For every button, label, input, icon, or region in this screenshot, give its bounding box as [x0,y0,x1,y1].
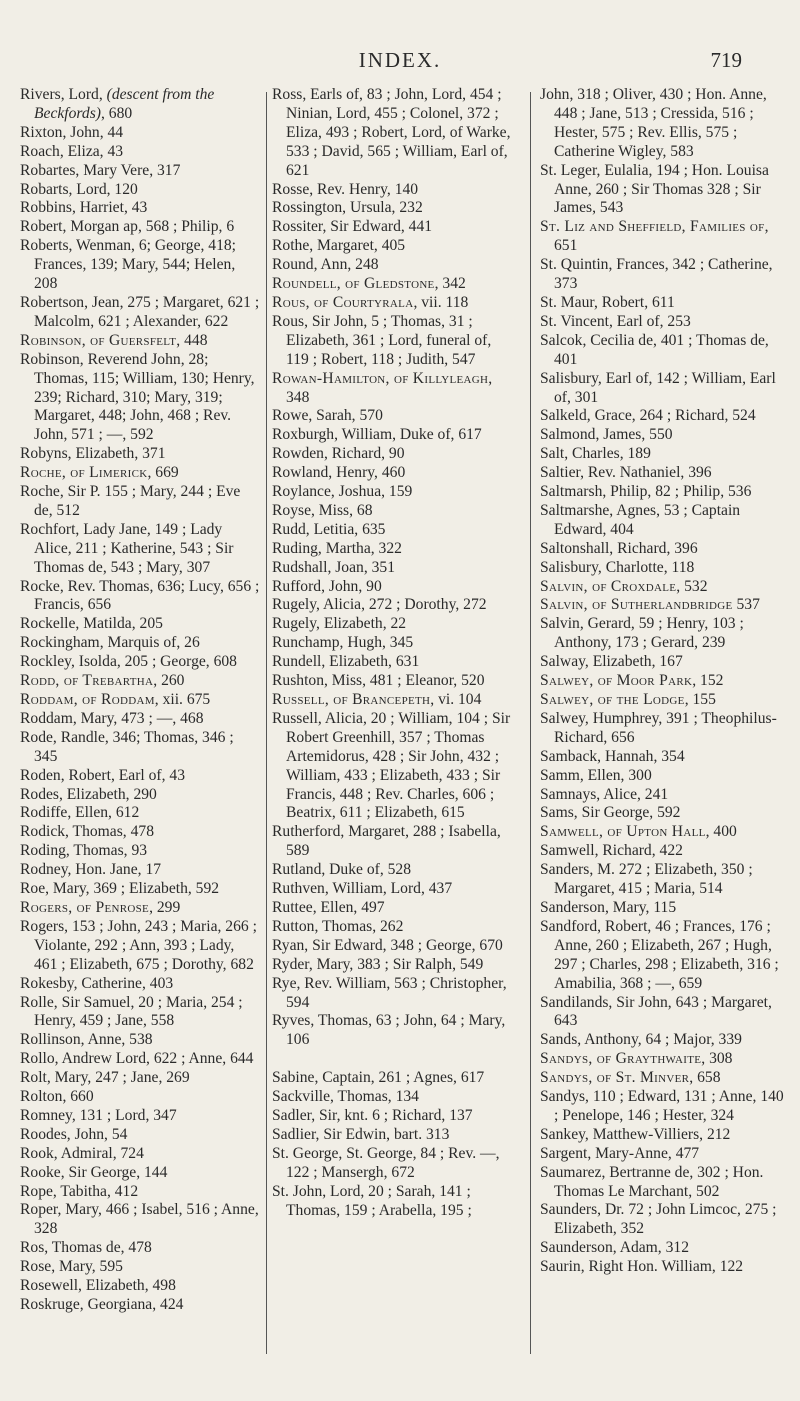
index-entry: Rutton, Thomas, 262 [272,917,404,935]
index-entry: Rudshall, Joan, 351 [272,558,396,576]
index-entry: Rockley, Isolda, 205 ; George, 608 [20,653,237,671]
index-entry: Russell, of Brancepeth, vi. 104 [272,691,482,708]
index-entry: Salisbury, Earl of, 142 ; William, Earl of, 301 [540,369,776,406]
index-entry: Rollinson, Anne, 538 [20,1031,153,1049]
index-entry: Romney, 131 ; Lord, 347 [20,1106,177,1124]
index-entry: Robinson, of Guersfelt, 448 [20,331,208,349]
index-entry: Rogers, 153 ; John, 243 ; Maria, 266 ; Violante, 292 ; Ann, 393 ; Lady, 461 ; Elizabeth, 675 ; Dorothy, 682 [20,917,257,973]
index-entry: Russell, Alicia, 20 ; William, 104 ; Sir Robert Greenhill, 357 ; Thomas Artemidorus, 428 ; Sir John, 432 ; William, 433 ; Elizabeth, 433 ; Sir Francis, 448 ; Rev. Charles, 606 ; Beatrix, 611 ; Elizabeth, 615 [272,709,511,822]
index-column-3 [540,86,788,1277]
index-entry: Ryder, Mary, 383 ; Sir Ralph, 549 [272,955,484,973]
index-entry: Rowe, Sarah, 570 [272,407,383,425]
index-entry: Rodd, of Trebartha, 260 [20,672,185,690]
index-entry: Rugely, Alicia, 272 ; Dorothy, 272 [272,596,487,614]
index-entry: Sadler, Sir, knt. 6 ; Richard, 137 [272,1107,473,1125]
index-entry: Roach, Eliza, 43 [20,142,124,160]
index-entry: Ros, Thomas de, 478 [20,1239,152,1257]
index-entry: Robarts, Lord, 120 [20,180,138,198]
index-entry: Rosse, Rev. Henry, 140 [272,180,419,198]
index-entry: Salwey, of the Lodge, 155 [540,691,716,708]
index-entry: Rolton, 660 [20,1088,94,1106]
index-entry: Saltmarsh, Philip, 82 ; Philip, 536 [540,483,752,501]
index-entry: Sabine, Captain, 261 ; Agnes, 617 [272,1069,485,1087]
index-column-2 [272,86,512,1220]
index-entry: St. John, Lord, 20 ; Sarah, 141 ; Thomas, 159 ; Arabella, 195 ; [272,1182,472,1219]
index-entry: Roche, of Limerick, 669 [20,464,179,482]
index-entry: Round, Ann, 248 [272,256,379,274]
index-entry: Saumarez, Bertranne de, 302 ; Hon. Thomas Le Marchant, 502 [540,1163,764,1200]
index-entry: Robertson, Jean, 275 ; Margaret, 621 ; Malcolm, 621 ; Alexander, 622 [20,293,260,330]
index-entry: Rudd, Letitia, 635 [272,520,386,538]
index-entry: Rolt, Mary, 247 ; Jane, 269 [20,1069,190,1087]
index-entry: Salvin, of Sutherlandbridge 537 [540,596,760,614]
index-entry: Rochfort, Lady Jane, 149 ; Lady Alice, 211 ; Katherine, 543 ; Sir Thomas de, 543 ; Mary, 307 [20,520,234,576]
index-entry: Rollo, Andrew Lord, 622 ; Anne, 644 [20,1050,254,1068]
index-entry: Saltonshall, Richard, 396 [540,539,698,557]
index-entry: Rowland, Henry, 460 [272,464,406,482]
index-entry: Rixton, John, 44 [20,123,124,141]
index-entry: Roberts, Wenman, 6; George, 418; Frances, 139; Mary, 544; Helen, 208 [20,237,237,293]
index-entry: St. Maur, Robert, 611 [540,293,675,311]
index-entry: Ruthven, William, Lord, 437 [272,880,453,898]
page-number: 719 [710,48,742,72]
index-entry: Saltier, Rev. Nathaniel, 396 [540,464,712,482]
index-entry: Roundell, of Gledstone, 342 [272,275,466,293]
index-entry: Rose, Mary, 595 [20,1258,123,1276]
index-entry: Rutherford, Margaret, 288 ; Isabella, 589 [272,823,501,860]
index-entry: Roskruge, Georgiana, 424 [20,1296,184,1313]
index-entry: Samwell, of Upton Hall, 400 [540,823,737,841]
index-entry: Rolle, Sir Samuel, 20 ; Maria, 254 ; Henry, 459 ; Jane, 558 [20,993,243,1030]
index-entry: Rokesby, Catherine, 403 [20,974,174,992]
index-entry: Rosewell, Elizabeth, 498 [20,1277,176,1295]
page-title: INDEX. [358,48,442,72]
index-entry: Rugely, Elizabeth, 22 [272,615,407,633]
index-entry: St. Quintin, Frances, 342 ; Catherine, 373 [540,256,773,293]
index-entry: Samnays, Alice, 241 [540,785,669,803]
index-entry: Sackville, Thomas, 134 [272,1088,419,1106]
index-entry: Rushton, Miss, 481 ; Eleanor, 520 [272,672,485,690]
index-entry: Rodick, Thomas, 478 [20,823,154,841]
index-entry: Rocke, Rev. Thomas, 636; Lucy, 656 ; Francis, 656 [20,577,260,614]
index-entry: Salvin, of Croxdale, 532 [540,577,708,595]
index-entry: Rivers, Lord, (descent from the Beckfords), 680 [20,86,215,122]
index-entry: Roddam, of Roddam, xii. 675 [20,691,211,708]
index-entry: Rode, Randle, 346; Thomas, 346 ; 345 [20,728,234,765]
column-rule [266,92,267,1354]
index-entry: Rous, of Courtyrala, vii. 118 [272,293,469,311]
index-entry: Salvin, Gerard, 59 ; Henry, 103 ; Anthony, 173 ; Gerard, 239 [540,615,744,652]
index-entry: Rodney, Hon. Jane, 17 [20,861,162,879]
index-column-1 [20,86,260,1315]
index-entry: Rossiter, Sir Edward, 441 [272,218,433,236]
index-entry: Robyns, Elizabeth, 371 [20,445,166,463]
index-entry: Samm, Ellen, 300 [540,766,652,784]
index-entry: Rous, Sir John, 5 ; Thomas, 31 ; Elizabeth, 361 ; Lord, funeral of, 119 ; Robert, 118 ; Judith, 547 [272,312,492,368]
index-entry: Saunderson, Adam, 312 [540,1239,689,1257]
index-entry: Rowan-Hamilton, of Killyleagh, 348 [272,369,493,406]
index-entry: Robinson, Reverend John, 28; Thomas, 115; William, 130; Henry, 239; Richard, 310; Mary, 319; Margaret, 448; John, 468 ; Rev. John, 571 ; —, 592 [20,350,255,444]
index-entry: John, 318 ; Oliver, 430 ; Hon. Anne, 448 ; Jane, 513 ; Cressida, 516 ; Hester, 575 ; Rev. Ellis, 575 ; Catherine Wigley, 583 [540,86,767,160]
index-entry: Salwey, Humphrey, 391 ; Theophilus-Richard, 656 [540,709,777,746]
index-entry: Sargent, Mary-Anne, 477 [540,1144,700,1162]
index-entry: Sands, Anthony, 64 ; Major, 339 [540,1031,742,1049]
index-entry: Sandilands, Sir John, 643 ; Margaret, 643 [540,993,772,1030]
index-entry: Sandford, Robert, 46 ; Frances, 176 ; Anne, 260 ; Elizabeth, 267 ; Hugh, 297 ; Charles, 298 ; Elizabeth, 316 ; Amabilia, 368 ; —, 659 [540,917,779,992]
index-entry: Salmond, James, 550 [540,426,673,444]
index-entry: Ryan, Sir Edward, 348 ; George, 670 [272,936,503,954]
index-entry: Ryves, Thomas, 63 ; John, 64 ; Mary, 106 [272,1012,506,1049]
index-entry: Sanders, M. 272 ; Elizabeth, 350 ; Margaret, 415 ; Maria, 514 [540,861,753,898]
index-entry: Roe, Mary, 369 ; Elizabeth, 592 [20,880,220,898]
index-entry: Rooke, Sir George, 144 [20,1163,168,1181]
index-entry: Rockelle, Matilda, 205 [20,615,163,633]
index-entry: Rope, Tabitha, 412 [20,1182,139,1200]
index-entry: Sanderson, Mary, 115 [540,898,677,916]
index-entry: Runchamp, Hugh, 345 [272,634,414,652]
index-entry: Rossington, Ursula, 232 [272,199,423,217]
index-entry: Sandys, of St. Minver, 658 [540,1069,721,1087]
index-entry: Ross, Earls of, 83 ; John, Lord, 454 ; Ninian, Lord, 455 ; Colonel, 372 ; Eliza, 493 ; Robert, Lord, of Warke, 533 ; David, 565 ; William, Earl of, 621 [272,86,511,179]
index-entry: St. Leger, Eulalia, 194 ; Hon. Louisa Anne, 260 ; Sir Thomas 328 ; Sir James, 543 [540,161,769,217]
index-entry: Sams, Sir George, 592 [540,804,681,822]
index-entry: Sandys, 110 ; Edward, 131 ; Anne, 140 ; Penelope, 146 ; Hester, 324 [540,1088,784,1124]
index-entry: Roche, Sir P. 155 ; Mary, 244 ; Eve de, 512 [20,483,241,519]
index-entry: Rodes, Elizabeth, 290 [20,785,157,803]
index-entry: St. Liz and Sheffield, Families of, 651 [540,218,769,255]
index-entry: Saunders, Dr. 72 ; John Limcoc, 275 ; Elizabeth, 352 [540,1201,777,1238]
index-entry: Roper, Mary, 466 ; Isabel, 516 ; Anne, 328 [20,1201,259,1238]
index-entry: Salt, Charles, 189 [540,445,651,463]
index-entry: Roxburgh, William, Duke of, 617 [272,426,482,444]
index-entry: Sadlier, Sir Edwin, bart. 313 [272,1125,450,1143]
index-entry: Salwey, of Moor Park, 152 [540,672,724,690]
index-entry: Roden, Robert, Earl of, 43 [20,766,185,784]
index-entry: Rowden, Richard, 90 [272,445,405,463]
index-entry: Salkeld, Grace, 264 ; Richard, 524 [540,407,756,425]
index-entry: Roodes, John, 54 [20,1125,128,1143]
index-entry: Rye, Rev. William, 563 ; Christopher, 594 [272,974,507,1011]
index-entry: Sankey, Matthew-Villiers, 212 [540,1125,731,1143]
index-entry: Royse, Miss, 68 [272,501,373,519]
index-entry: Ruding, Martha, 322 [272,539,402,557]
index-entry: Robbins, Harriet, 43 [20,199,148,217]
index-entry: Rockingham, Marquis of, 26 [20,634,200,652]
index-entry: Rothe, Margaret, 405 [272,237,406,255]
index-entry: St. George, St. George, 84 ; Rev. —, 122 ; Mansergh, 672 [272,1144,500,1181]
index-entry: Saurin, Right Hon. William, 122 [540,1258,744,1276]
index-entry: Salisbury, Charlotte, 118 [540,558,695,576]
index-entry: Rook, Admiral, 724 [20,1144,144,1162]
index-entry: Rufford, John, 90 [272,577,382,595]
index-entry: Roddam, Mary, 473 ; —, 468 [20,709,204,727]
index-entry: Roding, Thomas, 93 [20,842,148,860]
index-entry: Samwell, Richard, 422 [540,842,683,860]
index-entry: Rutland, Duke of, 528 [272,861,412,879]
index-entry: Samback, Hannah, 354 [540,747,685,765]
index-entry: St. Vincent, Earl of, 253 [540,312,691,330]
index-entry: Rogers, of Penrose, 299 [20,898,181,916]
index-entry: Saltmarshe, Agnes, 53 ; Captain Edward, 404 [540,501,741,538]
index-entry: Sandys, of Graythwaite, 308 [540,1050,733,1068]
index-entry: Roylance, Joshua, 159 [272,483,413,501]
index-entry: Robert, Morgan ap, 568 ; Philip, 6 [20,218,235,236]
index-entry: Ruttee, Ellen, 497 [272,898,385,916]
index-entry: Salcok, Cecilia de, 401 ; Thomas de, 401 [540,331,769,368]
index-entry: Rundell, Elizabeth, 631 [272,653,420,671]
running-head [0,48,800,78]
index-entry: Robartes, Mary Vere, 317 [20,161,181,179]
index-entry: Rodiffe, Ellen, 612 [20,804,140,822]
column-rule [530,92,531,1354]
index-entry: Salway, Elizabeth, 167 [540,653,683,671]
